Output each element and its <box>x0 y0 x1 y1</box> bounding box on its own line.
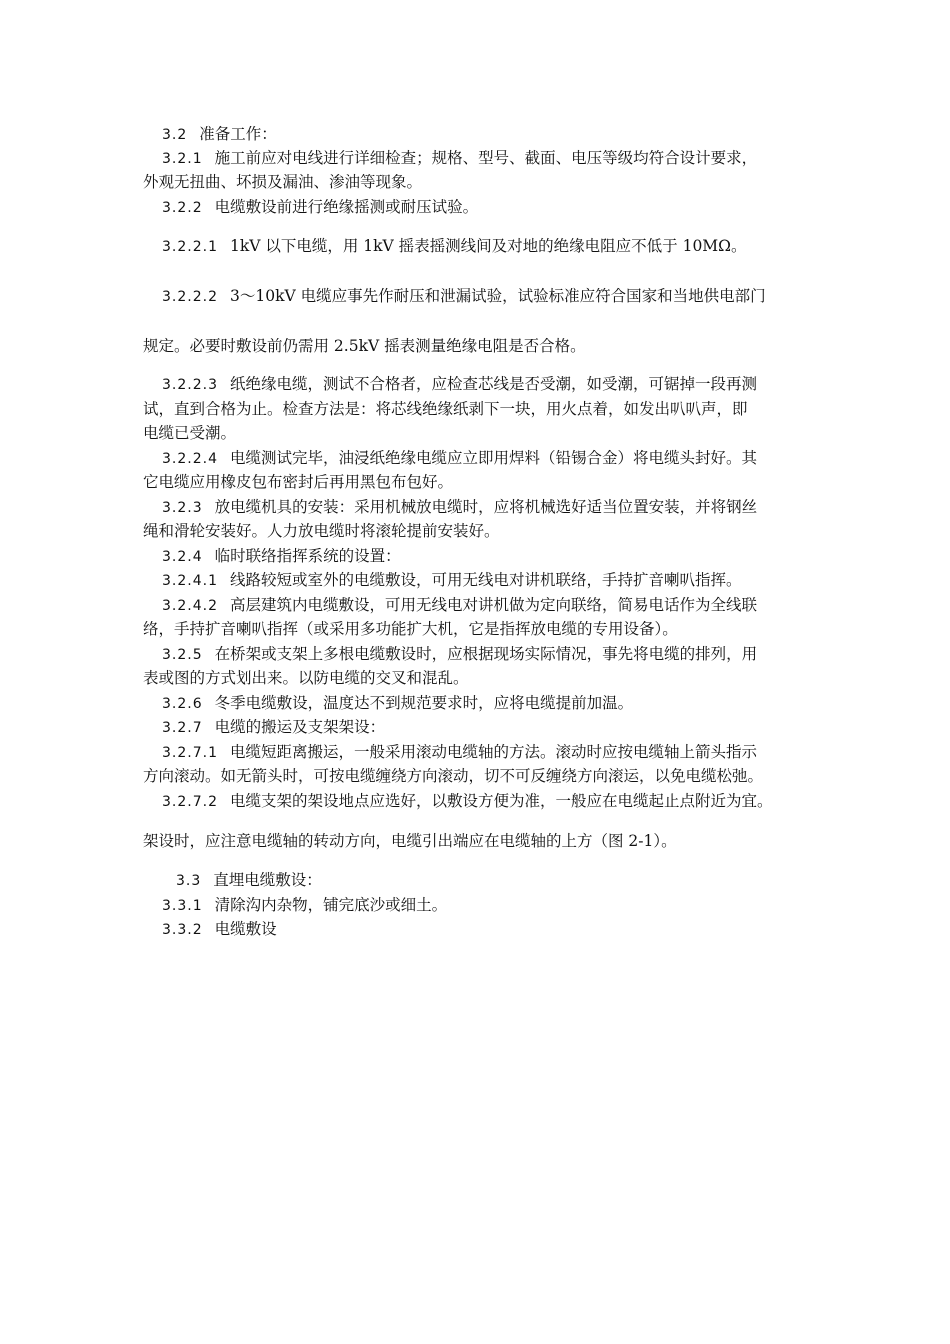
paragraph-line: 3.2.2.2 3～10kV 电缆应事先作耐压和泄漏试验，试验标准应符合国家和当地供电部门 <box>162 287 766 305</box>
paragraph-line: 试，直到合格为止。检查方法是：将芯线绝缘纸剥下一块，用火点着，如发出叭叭声，即 <box>143 400 748 418</box>
paragraph-line: 规定。必要时敷设前仍需用 2.5kV 摇表测量绝缘电阻是否合格。 <box>143 337 586 355</box>
paragraph-line: 3.2.4 临时联络指挥系统的设置： <box>162 547 401 565</box>
paragraph-line: 方向滚动。如无箭头时，可按电缆缠绕方向滚动，切不可反缠绕方向滚运，以免电缆松弛。 <box>143 767 764 785</box>
paragraph-line: 3.2.2.4 电缆测试完毕，油浸纸绝缘电缆应立即用焊料（铅锡合金）将电缆头封好。其 <box>162 449 757 467</box>
paragraph-line: 3.3.2 电缆敷设 <box>162 920 277 938</box>
section-heading: 3.3 直埋电缆敷设： <box>176 871 322 889</box>
paragraph-line: 3.2.3 放电缆机具的安装：采用机械放电缆时，应将机械选好适当位置安装，并将钢丝 <box>162 498 758 516</box>
paragraph-line: 3.3.1 清除沟内杂物，铺完底沙或细土。 <box>162 896 448 914</box>
paragraph-line: 3.2.4.1 线路较短或室外的电缆敷设，可用无线电对讲机联络，手持扩音喇叭指挥。 <box>162 571 742 589</box>
paragraph-line: 3.2.2.3 纸绝缘电缆，测试不合格者，应检查芯线是否受潮，如受潮，可锯掉一段再测 <box>162 375 757 393</box>
section-heading: 3.2 准备工作： <box>162 125 277 143</box>
paragraph-line: 外观无扭曲、坏损及漏油、渗油等现象。 <box>143 173 423 191</box>
paragraph-line: 3.2.7.1 电缆短距离搬运，一般采用滚动电缆轴的方法。滚动时应按电缆轴上箭头指示 <box>162 743 757 761</box>
paragraph-line: 电缆已受潮。 <box>143 424 237 442</box>
paragraph-line: 3.2.6 冬季电缆敷设，温度达不到规范要求时，应将电缆提前加温。 <box>162 694 634 712</box>
paragraph-line: 绳和滑轮安装好。人力放电缆时将滚轮提前安装好。 <box>143 522 500 540</box>
paragraph-line: 它电缆应用橡皮包布密封后再用黑包布包好。 <box>143 473 454 491</box>
paragraph-line: 3.2.1 施工前应对电线进行详细检查；规格、型号、截面、电压等级均符合设计要求， <box>162 149 758 167</box>
paragraph-line: 3.2.2.1 1kV 以下电缆，用 1kV 摇表摇测线间及对地的绝缘电阻应不低于 10MΩ。 <box>162 237 747 255</box>
paragraph-line: 3.2.7 电缆的搬运及支架架设： <box>162 718 386 736</box>
paragraph-line: 络，手持扩音喇叭指挥（或采用多功能扩大机，它是指挥放电缆的专用设备）。 <box>143 620 678 638</box>
paragraph-line: 3.2.5 在桥架或支架上多根电缆敷设时，应根据现场实际情况，事先将电缆的排列，用 <box>162 645 758 663</box>
paragraph-line: 3.2.4.2 高层建筑内电缆敷设，可用无线电对讲机做为定向联络，简易电话作为全线联 <box>162 596 757 614</box>
paragraph-line: 3.2.7.2 电缆支架的架设地点应选好，以敷设方便为准，一般应在电缆起止点附近为宜。 <box>162 792 773 810</box>
paragraph-line: 3.2.2 电缆敷设前进行绝缘摇测或耐压试验。 <box>162 198 479 216</box>
paragraph-line: 表或图的方式划出来。以防电缆的交叉和混乱。 <box>143 669 469 687</box>
paragraph-line: 架设时，应注意电缆轴的转动方向，电缆引出端应在电缆轴的上方（图 2-1）。 <box>143 832 677 850</box>
